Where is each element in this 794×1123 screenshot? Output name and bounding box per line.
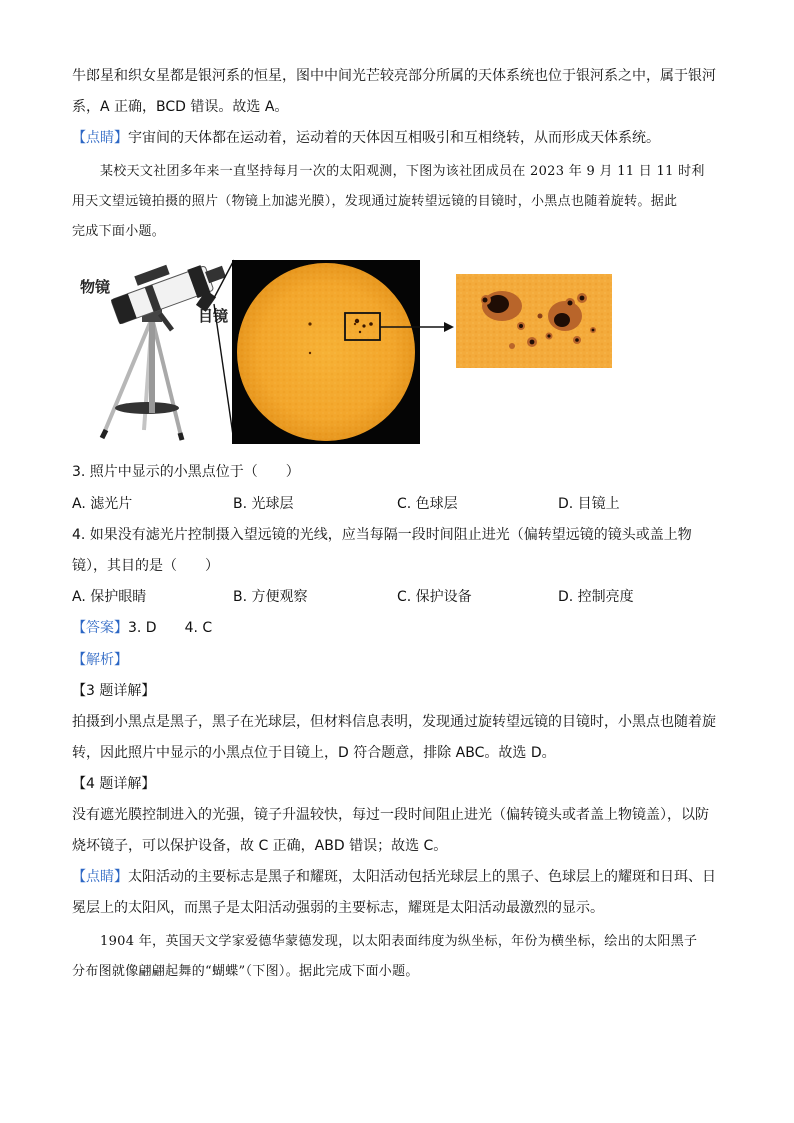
dianjing2-line2: 冕层上的太阳风，而黑子是太阳活动强弱的主要标志，耀斑是太阳活动最激烈的显示。: [72, 900, 604, 916]
q4-option-b: B. 方便观察: [233, 589, 308, 605]
eyepiece-label: 目镜: [198, 307, 229, 325]
detail4-line1: 没有遮光膜控制进入的光强，镜子升温较快，每过一段时间阻止进光（偏转镜头或者盖上物镜盖），以防: [72, 807, 709, 823]
telescope-sun-figure: [72, 258, 632, 448]
material1-line1: 某校天文社团多年来一直坚持每月一次的太阳观测，下图为该社团成员在 2023 年 9 月 11 日 11 时利: [100, 164, 705, 179]
answer: [72, 618, 212, 638]
sunspot-zoom-image: [456, 274, 612, 368]
material1-line2: 用天文望远镜拍摄的照片（物镜上加滤光膜），发现通过旋转望远镜的目镜时，小黑点也随着旋转。据此: [72, 194, 678, 209]
q4-option-c: C. 保护设备: [397, 589, 472, 605]
material2-line2: 分布图就像翩翩起舞的“蝴蝶”（下图）。据此完成下面小题。: [72, 964, 419, 979]
detail3-line1: 拍摄到小黑点是黑子，黑子在光球层，但材料信息表明，发现通过旋转望远镜的目镜时，小黑点也随着旋: [72, 714, 716, 730]
q3-option-d: D. 目镜上: [558, 496, 620, 512]
analysis-label: 【解析】: [72, 652, 128, 668]
answer-text: 3. D 4. C: [128, 620, 213, 636]
objective-label: 物镜: [80, 278, 111, 296]
material1-line3: 完成下面小题。: [72, 224, 166, 239]
dianjing2-label: 【点睛】: [72, 869, 128, 885]
sun-photo: [232, 260, 420, 444]
dianjing2-text1: 太阳活动的主要标志是黑子和耀斑，太阳活动包括光球层上的黑子、色球层上的耀斑和日珥、日: [128, 869, 716, 885]
q4-option-a: A. 保护眼睛: [72, 589, 147, 605]
detail3-label: 【3 题详解】: [72, 683, 156, 699]
q3-option-b: B. 光球层: [233, 496, 294, 512]
q3-stem: 3. 照片中显示的小黑点位于（ ）: [72, 464, 300, 480]
para1-line2: 系，A 正确，BCD 错误。故选 A。: [72, 99, 289, 115]
q3-option-c: C. 色球层: [397, 496, 458, 512]
dianjing2-line1: [72, 867, 716, 887]
telescope-icon: [102, 258, 229, 440]
material2-line1: 1904 年，英国天文学家爱德华蒙德发现，以太阳表面纬度为纵坐标，年份为横坐标，绘出的太阳黑子: [100, 934, 698, 949]
para1-line1: 牛郎星和织女星都是银河系的恒星，图中中间光芒较亮部分所属的天体系统也位于银河系之中，属于银河: [72, 68, 716, 84]
detail4-label: 【4 题详解】: [72, 776, 156, 792]
answer-label: 【答案】: [72, 620, 128, 636]
dianjing1: [72, 128, 660, 148]
figure-svg: [72, 258, 632, 448]
detail3-line2: 转，因此照片中显示的小黑点位于目镜上，D 符合题意，排除 ABC。故选 D。: [72, 745, 556, 761]
dianjing1-text: 宇宙间的天体都在运动着，运动着的天体因互相吸引和互相绕转，从而形成天体系统。: [128, 130, 660, 146]
q4-stem-line2: 镜），其目的是（ ）: [72, 558, 219, 574]
detail4-line2: 烧坏镜子，可以保护设备，故 C 正确，ABD 错误；故选 C。: [72, 838, 448, 854]
q4-option-d: D. 控制亮度: [558, 589, 634, 605]
q4-stem-line1: 4. 如果没有滤光片控制摄入望远镜的光线，应当每隔一段时间阻止进光（偏转望远镜的镜头或盖上物: [72, 527, 692, 543]
dianjing1-label: 【点睛】: [72, 130, 128, 146]
q3-option-a: A. 滤光片: [72, 496, 133, 512]
